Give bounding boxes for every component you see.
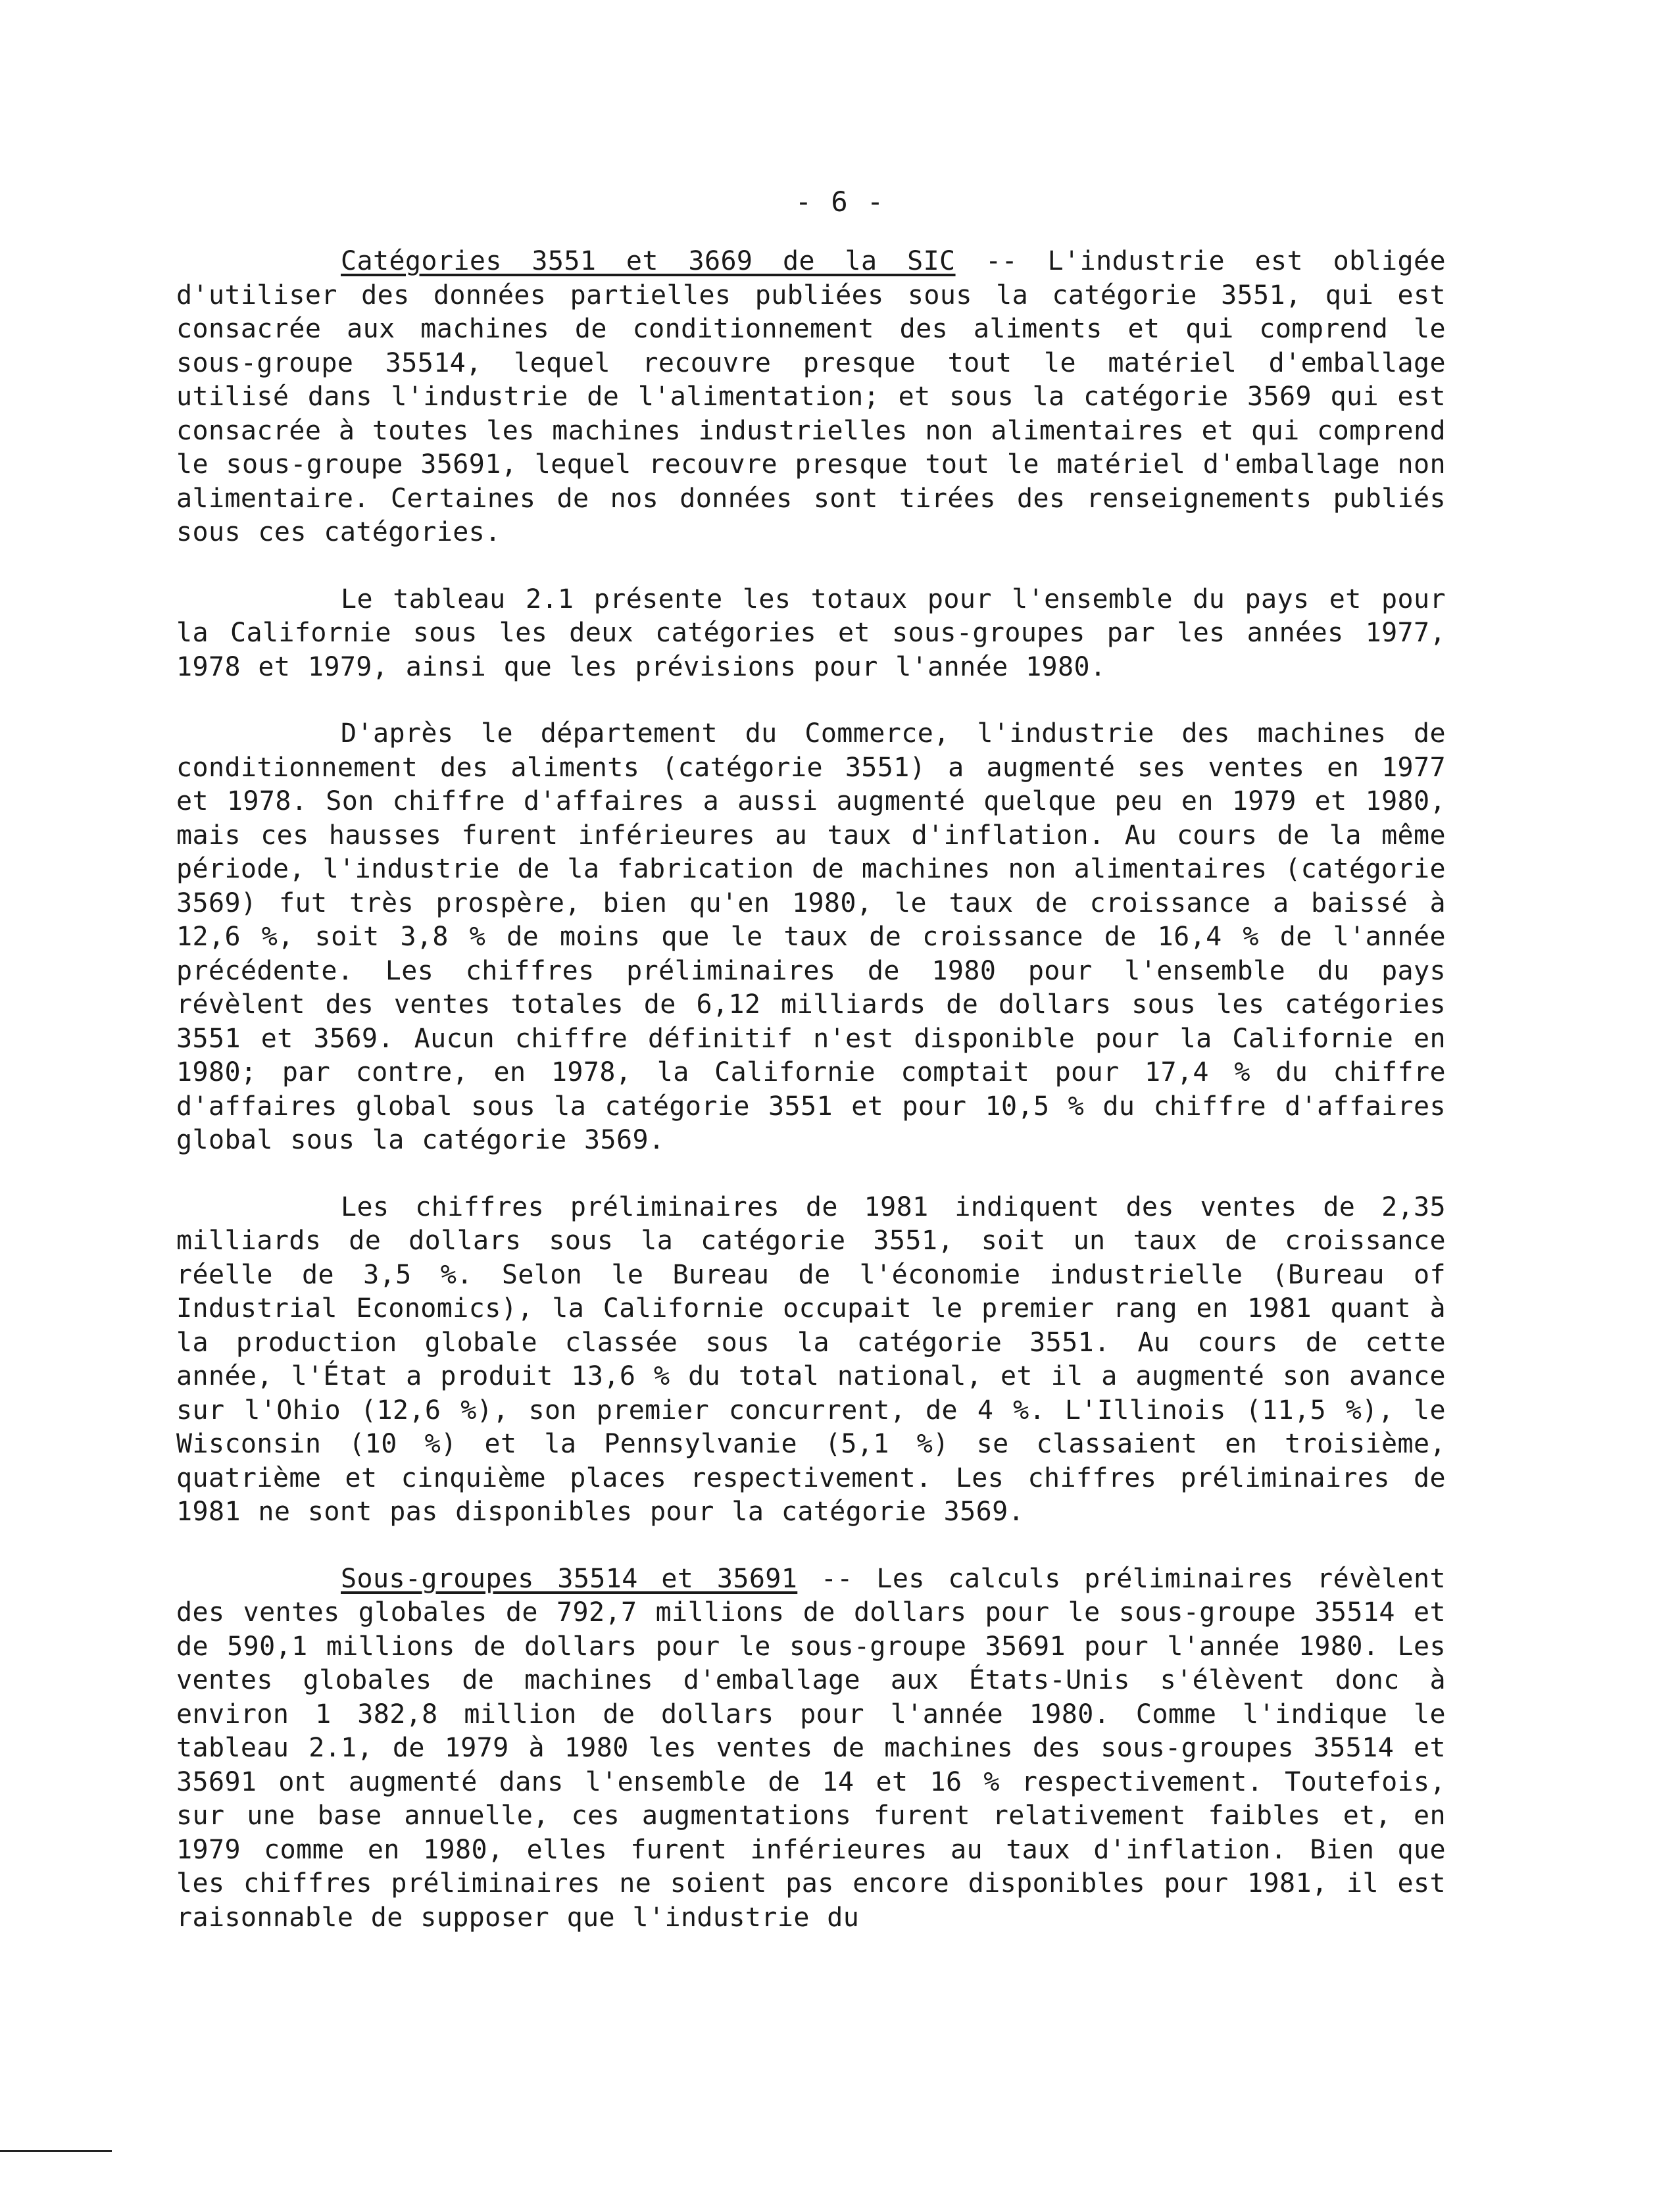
section-heading-categories: Catégories 3551 et 3669 de la SIC (341, 246, 956, 276)
section-heading-sous-groupes: Sous-groupes 35514 et 35691 (341, 1563, 798, 1594)
paragraph-text: -- L'industrie est obligée d'utiliser des données partielles publiées sous la catégorie 3551, qui est consacrée aux machines de conditionnement des aliments et qui comprend le sous-groupe 35514, lequel recouvre presque tout le matériel d'emballage utilisé dans l'industrie de l'alimentation; et sous la catégorie 3569 qui est consacrée à toutes les machines industrielles non alimentaires et qui comprend le sous-groupe 35691, lequel recouvre presque tout le matériel d'emballage non alimentaire. Certaines de nos données sont tirées des renseignements publiés sous ces catégories. (176, 246, 1446, 547)
paragraph-text: Le tableau 2.1 présente les totaux pour l'ensemble du pays et pour la Californie sous les deux catégories et sous-groupes par les années 1977, 1978 et 1979, ainsi que les prévisions pour l'année 1980. (176, 584, 1446, 682)
paragraph-sous-groupes (176, 1562, 1446, 1935)
paragraph-categories-sic (176, 245, 1446, 550)
paragraph-tableau (176, 583, 1446, 685)
margin-rule (0, 2150, 112, 2152)
paragraph-commerce (176, 717, 1446, 1158)
paragraph-text: -- Les calculs préliminaires révèlent des ventes globales de 792,7 millions de dollars pour le sous-groupe 35514 et de 590,1 millions de dollars pour le sous-groupe 35691 pour l'année 1980. Les ventes globales de machines d'emballage aux États-Unis s'élèvent donc à environ 1 382,8 million de dollars pour l'année 1980. Comme l'indique le tableau 2.1, de 1979 à 1980 les ventes de machines des sous-groupes 35514 et 35691 ont augmenté dans l'ensemble de 14 et 16 % respectivement. Toutefois, sur une base annuelle, ces augmentations furent relativement faibles et, en 1979 comme en 1980, elles furent inférieures au taux d'inflation. Bien que les chiffres préliminaires ne soient pas encore disponibles pour 1981, il est raisonnable de supposer que l'industrie du (176, 1563, 1446, 1933)
document-body (176, 245, 1446, 1968)
paragraph-1981 (176, 1191, 1446, 1530)
page-number: - 6 - (795, 186, 885, 218)
paragraph-text: Les chiffres préliminaires de 1981 indiquent des ventes de 2,35 milliards de dollars sous la catégorie 3551, soit un taux de croissance réelle de 3,5 %. Selon le Bureau de l'économie industrielle (Bureau of Industrial Economics), la Californie occupait le premier rang en 1981 quant à la production globale classée sous la catégorie 3551. Au cours de cette année, l'État a produit 13,6 % du total national, et il a augmenté son avance sur l'Ohio (12,6 %), son premier concurrent, de 4 %. L'Illinois (11,5 %), le Wisconsin (10 %) et la Pennsylvanie (5,1 %) se classaient en troisième, quatrième et cinquième places respectivement. Les chiffres préliminaires de 1981 ne sont pas disponibles pour la catégorie 3569. (176, 1191, 1446, 1527)
paragraph-text: D'après le département du Commerce, l'industrie des machines de conditionnement des aliments (catégorie 3551) a augmenté ses ventes en 1977 et 1978. Son chiffre d'affaires a aussi augmenté quelque peu en 1979 et 1980, mais ces hausses furent inférieures au taux d'inflation. Au cours de la même période, l'industrie de la fabrication de machines non alimentaires (catégorie 3569) fut très prospère, bien qu'en 1980, le taux de croissance a baissé à 12,6 %, soit 3,8 % de moins que le taux de croissance de 16,4 % de l'année précédente. Les chiffres préliminaires de 1980 pour l'ensemble du pays révèlent des ventes totales de 6,12 milliards de dollars sous les catégories 3551 et 3569. Aucun chiffre définitif n'est disponible pour la Californie en 1980; par contre, en 1978, la Californie comptait pour 17,4 % du chiffre d'affaires global sous la catégorie 3551 et pour 10,5 % du chiffre d'affaires global sous la catégorie 3569. (176, 718, 1446, 1155)
